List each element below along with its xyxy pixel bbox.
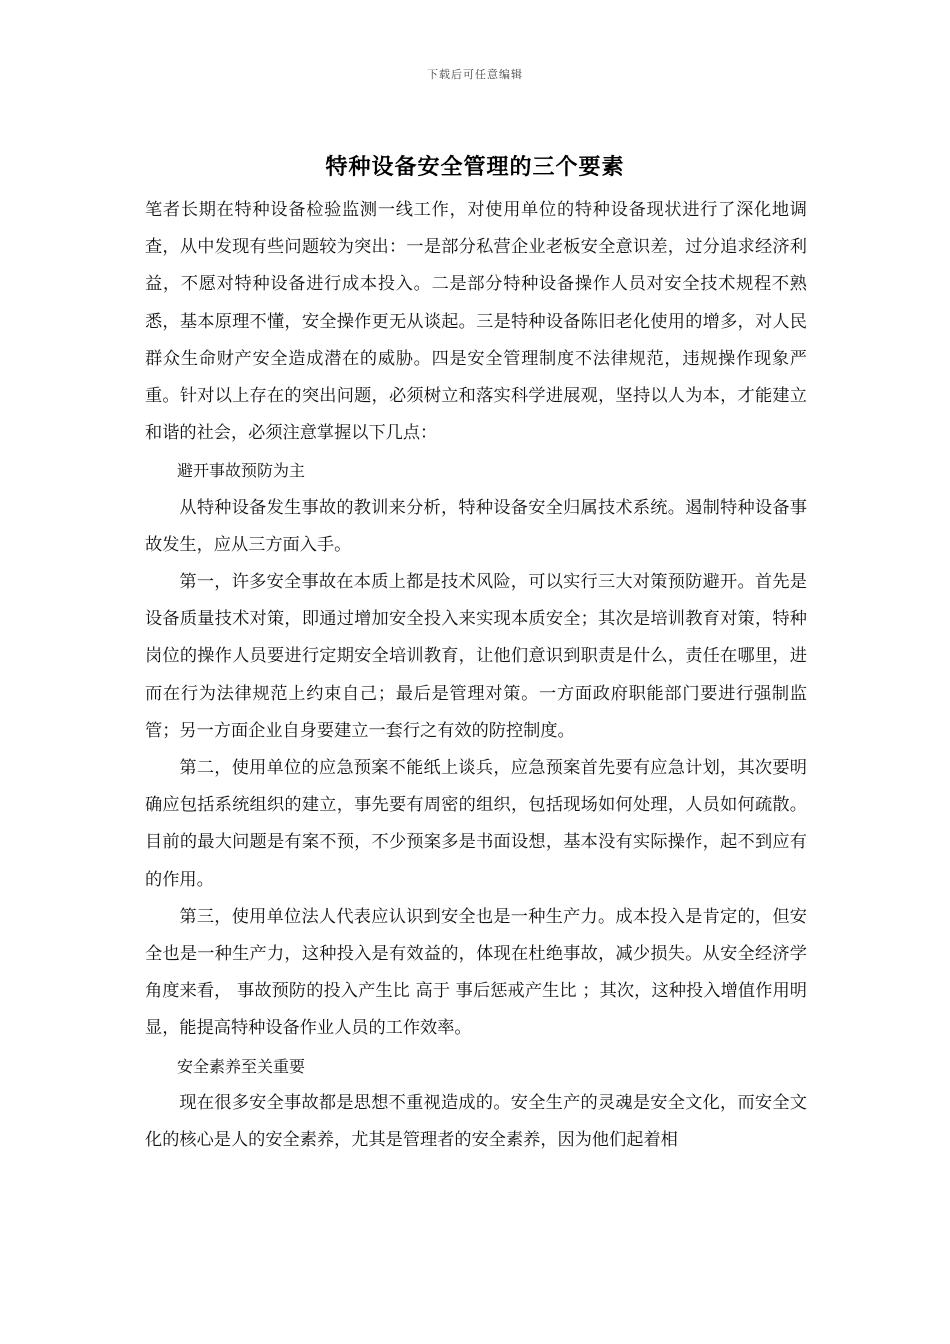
document-body [145, 192, 807, 1159]
paragraph-safety-culture: 现在很多安全事故都是思想不重视造成的。安全生产的灵魂是安全文化，而安全文化的核心是人的安全素养，尤其是管理者的安全素养，因为他们起着相 [145, 1092, 807, 1151]
paragraph-third-measure: 第三，使用单位法人代表应认识到安全也是一种生产力。成本投入是肯定的，但安全也是一种生产力，这种投入是有效益的，体现在杜绝事故，减少损失。从安全经济学角度来看， 事故预防的投入产生比 高于 事后惩戒产生比 ；其次，这种投入增值作用明显，能提高特种设备作业人员的工作效率。 [145, 906, 807, 1039]
paragraph-first-measure: 第一，许多安全事故在本质上都是技术风险，可以实行三大对策预防避开。首先是设备质量技术对策，即通过增加安全投入来实现本质安全；其次是培训教育对策，特种岗位的操作人员要进行定期安全培训教育，让他们意识到职责是什么，责任在哪里，进而在行为法律规范上约束自己；最后是管理对策。一方面政府职能部门要进行强制监管；另一方面企业自身要建立一套行之有效的防控制度。 [145, 572, 807, 741]
document-title: 特种设备安全管理的三个要素 [325, 154, 625, 180]
paragraph-second-measure: 第二，使用单位的应急预案不能纸上谈兵，应急预案首先要有应急计划，其次要明确应包括系统组织的建立，事先要有周密的组织，包括现场如何处理，人员如何疏散。目前的最大问题是有案不预，不少预案多是书面设想，基本没有实际操作，起不到应有的作用。 [145, 758, 807, 890]
section-heading-safety-literacy: 安全素养至关重要 [177, 1056, 306, 1076]
paragraph-accident-lessons: 从特种设备发生事故的教训来分析，特种设备安全归属技术系统。遏制特种设备事故发生，应从三方面入手。 [145, 497, 807, 555]
intro-paragraph: 笔者长期在特种设备检验监测一线工作，对使用单位的特种设备现状进行了深化地调查，从中发现有些问题较为突出：一是部分私营企业老板安全意识差，过分追求经济利益，不愿对特种设备进行成本投入。二是部分特种设备操作人员对安全技术规程不熟悉，基本原理不懂，安全操作更无从谈起。三是特种设备陈旧老化使用的增多，对人民群众生命财产安全造成潜在的威胁。四是安全管理制度不法律规范，违规操作现象严重。针对以上存在的突出问题，必须树立和落实科学进展观，坚持以人为本，才能建立和谐的社会，必须注意掌握以下几点： [145, 200, 807, 444]
header-note: 下载后可任意编辑 [427, 68, 523, 81]
section-heading-prevention: 避开事故预防为主 [177, 461, 306, 481]
